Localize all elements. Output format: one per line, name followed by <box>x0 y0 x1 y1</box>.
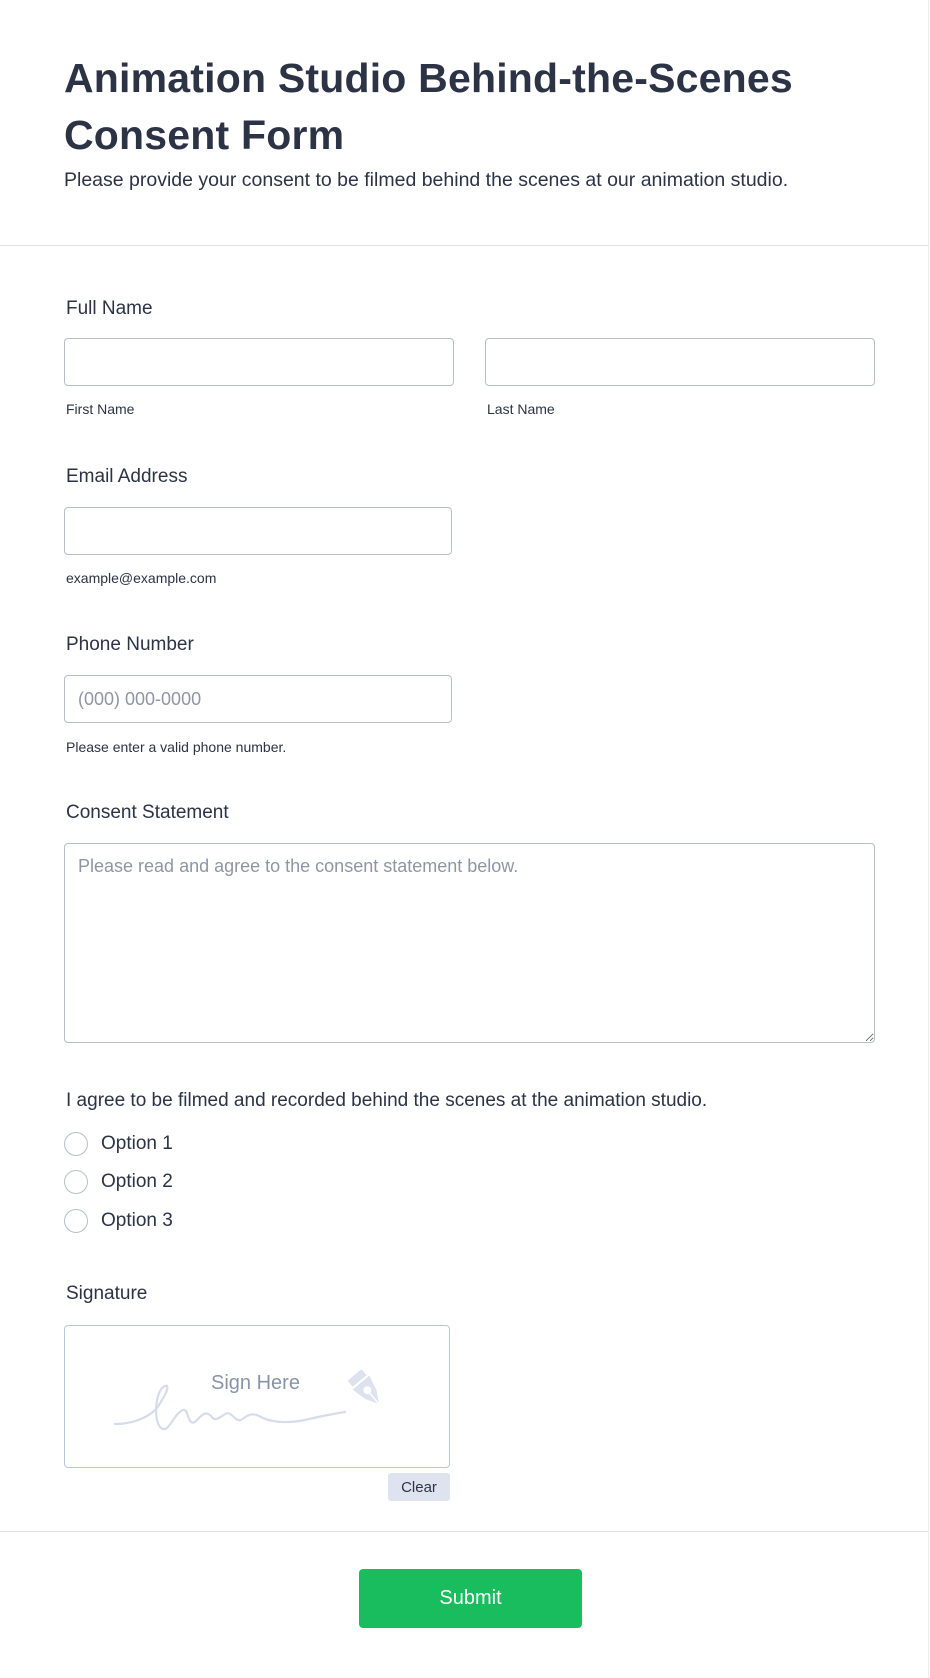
consent-statement-label: Consent Statement <box>66 802 229 823</box>
submit-button[interactable]: Submit <box>359 1569 582 1628</box>
radio-option-label: Option 3 <box>101 1210 173 1231</box>
radio-circle-icon[interactable] <box>64 1170 88 1194</box>
signature-squiggle-icon <box>65 1326 451 1469</box>
footer-divider <box>0 1531 929 1532</box>
first-name-sublabel: First Name <box>66 401 135 417</box>
last-name-input[interactable] <box>485 338 875 386</box>
radio-circle-icon[interactable] <box>64 1132 88 1156</box>
sign-here-placeholder: Sign Here <box>211 1372 300 1394</box>
phone-input[interactable] <box>64 675 452 723</box>
radio-option-label: Option 1 <box>101 1133 173 1154</box>
radio-option-label: Option 2 <box>101 1171 173 1192</box>
page-subtitle: Please provide your consent to be filmed behind the scenes at our animation studio. <box>64 169 789 191</box>
page-title: Animation Studio Behind-the-Scenes Consent Form <box>64 55 793 158</box>
phone-label: Phone Number <box>66 634 194 655</box>
agreement-question: I agree to be filmed and recorded behind the scenes at the animation studio. <box>66 1090 708 1111</box>
email-sublabel: example@example.com <box>66 570 217 586</box>
phone-sublabel: Please enter a valid phone number. <box>66 739 287 755</box>
signature-pad[interactable] <box>64 1325 450 1468</box>
email-input[interactable] <box>64 507 452 555</box>
signature-label: Signature <box>66 1283 148 1304</box>
full-name-label: Full Name <box>66 298 153 319</box>
radio-option-2[interactable] <box>64 1169 173 1195</box>
first-name-input[interactable] <box>64 338 454 386</box>
radio-option-3[interactable] <box>64 1208 173 1234</box>
last-name-sublabel: Last Name <box>487 401 555 417</box>
form-header <box>0 0 929 246</box>
consent-statement-textarea[interactable] <box>64 843 875 1043</box>
radio-option-1[interactable] <box>64 1131 173 1157</box>
radio-circle-icon[interactable] <box>64 1209 88 1233</box>
pen-nib-icon <box>343 1370 393 1412</box>
email-label: Email Address <box>66 466 188 487</box>
clear-signature-button[interactable]: Clear <box>388 1473 450 1501</box>
